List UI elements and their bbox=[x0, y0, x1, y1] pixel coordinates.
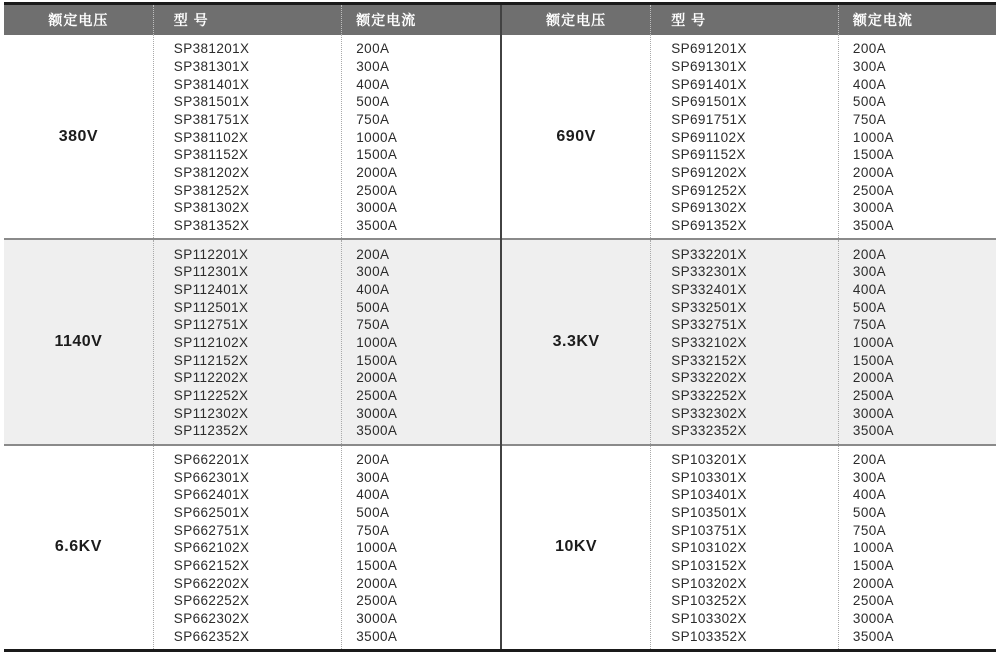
table-header bbox=[4, 5, 500, 35]
model-value: SP112301X bbox=[173, 264, 249, 280]
model-value: SP662202X bbox=[173, 575, 250, 591]
current-value: 2500A bbox=[356, 387, 398, 403]
model-value: SP662252X bbox=[173, 593, 250, 609]
current-column-cell bbox=[341, 446, 500, 649]
voltage-group bbox=[4, 444, 500, 649]
current-value: 200A bbox=[852, 451, 887, 467]
table-header bbox=[502, 5, 996, 35]
model-value: SP381352X bbox=[173, 217, 250, 233]
current-value: 200A bbox=[356, 41, 390, 57]
model-value: SP691352X bbox=[671, 217, 747, 233]
model-value: SP691401X bbox=[671, 76, 747, 92]
current-value: 2000A bbox=[852, 575, 894, 591]
current-value: 2000A bbox=[852, 164, 894, 180]
model-value: SP112352X bbox=[173, 423, 249, 439]
model-value: SP332201X bbox=[671, 246, 747, 262]
model-value: SP662152X bbox=[173, 557, 250, 573]
model-value: SP662302X bbox=[173, 610, 250, 626]
header-model: 型 号 bbox=[650, 5, 838, 35]
current-value: 1500A bbox=[356, 352, 398, 368]
model-value: SP103401X bbox=[671, 487, 747, 503]
model-value: SP691102X bbox=[671, 129, 746, 145]
model-value: SP691152X bbox=[671, 147, 746, 163]
model-value: SP103301X bbox=[671, 469, 747, 485]
voltage-cell: 10KV bbox=[555, 538, 598, 556]
table-left-half bbox=[4, 5, 500, 649]
current-value: 3000A bbox=[852, 200, 894, 216]
model-column-cell bbox=[650, 35, 838, 238]
current-value: 1500A bbox=[852, 352, 894, 368]
model-value: SP332751X bbox=[671, 317, 747, 333]
current-column-cell bbox=[838, 35, 996, 238]
model-value: SP691501X bbox=[671, 94, 747, 110]
model-value: SP381252X bbox=[173, 182, 250, 198]
header-rated-current: 额定电流 bbox=[341, 5, 500, 35]
model-value: SP332401X bbox=[671, 281, 747, 297]
model-value: SP662501X bbox=[173, 504, 250, 520]
model-value: SP662401X bbox=[173, 487, 250, 503]
current-value: 2500A bbox=[356, 593, 398, 609]
model-value: SP381401X bbox=[173, 76, 250, 92]
table-right-half bbox=[500, 5, 996, 649]
model-value: SP662201X bbox=[173, 451, 250, 467]
model-column-cell bbox=[153, 240, 341, 443]
current-column-cell bbox=[341, 35, 500, 238]
model-value: SP103201X bbox=[671, 451, 747, 467]
model-value: SP112401X bbox=[173, 281, 249, 297]
voltage-cell: 6.6KV bbox=[54, 538, 102, 556]
model-column-cell bbox=[650, 446, 838, 649]
model-value: SP332102X bbox=[671, 334, 747, 350]
current-value: 1000A bbox=[852, 129, 894, 145]
current-value: 3000A bbox=[356, 200, 398, 216]
current-value: 2000A bbox=[356, 164, 398, 180]
current-value: 3500A bbox=[356, 628, 398, 644]
model-value: SP103202X bbox=[671, 575, 747, 591]
current-value: 400A bbox=[356, 76, 390, 92]
current-value: 750A bbox=[356, 317, 390, 333]
current-value: 750A bbox=[852, 317, 887, 333]
model-value: SP112501X bbox=[173, 299, 249, 315]
current-value: 1000A bbox=[356, 129, 398, 145]
model-value: SP381302X bbox=[173, 200, 250, 216]
model-value: SP103152X bbox=[671, 557, 747, 573]
voltage-cell: 380V bbox=[58, 127, 99, 145]
model-value: SP332152X bbox=[671, 352, 747, 368]
voltage-group bbox=[4, 35, 500, 238]
model-value: SP103102X bbox=[671, 540, 747, 556]
header-rated-voltage: 额定电压 bbox=[546, 12, 607, 28]
model-value: SP103302X bbox=[671, 610, 747, 626]
table-body bbox=[4, 35, 500, 649]
voltage-cell: 1140V bbox=[54, 332, 103, 350]
current-value: 500A bbox=[356, 299, 390, 315]
model-value: SP332301X bbox=[671, 264, 747, 280]
current-value: 2500A bbox=[852, 387, 894, 403]
current-column-cell bbox=[838, 240, 996, 443]
model-value: SP103252X bbox=[671, 593, 747, 609]
current-value: 400A bbox=[852, 281, 887, 297]
model-value: SP691302X bbox=[671, 200, 747, 216]
current-value: 400A bbox=[356, 281, 390, 297]
current-value: 200A bbox=[852, 246, 887, 262]
current-value: 2500A bbox=[852, 182, 894, 198]
current-value: 2000A bbox=[852, 370, 894, 386]
current-column-cell bbox=[341, 240, 500, 443]
model-value: SP112252X bbox=[173, 387, 249, 403]
current-value: 400A bbox=[852, 76, 887, 92]
current-value: 400A bbox=[356, 487, 390, 503]
current-value: 750A bbox=[356, 111, 390, 127]
table-body bbox=[502, 35, 996, 649]
header-rated-current: 额定电流 bbox=[838, 5, 996, 35]
model-column-cell bbox=[153, 35, 341, 238]
current-value: 500A bbox=[356, 94, 390, 110]
model-column-cell bbox=[650, 240, 838, 443]
model-column-cell bbox=[153, 446, 341, 649]
current-value: 400A bbox=[852, 487, 887, 503]
current-value: 750A bbox=[356, 522, 390, 538]
header-rated-voltage: 额定电压 bbox=[48, 12, 109, 28]
model-value: SP691252X bbox=[671, 182, 747, 198]
model-value: SP662352X bbox=[173, 628, 250, 644]
model-value: SP112201X bbox=[173, 246, 249, 262]
model-value: SP112202X bbox=[173, 370, 249, 386]
model-value: SP103352X bbox=[671, 628, 747, 644]
current-value: 200A bbox=[852, 41, 887, 57]
model-value: SP112152X bbox=[173, 352, 249, 368]
current-value: 200A bbox=[356, 246, 390, 262]
model-value: SP381501X bbox=[173, 94, 250, 110]
current-value: 500A bbox=[356, 504, 390, 520]
model-value: SP691751X bbox=[671, 111, 747, 127]
current-value: 3500A bbox=[852, 628, 894, 644]
current-value: 500A bbox=[852, 94, 887, 110]
current-value: 500A bbox=[852, 504, 887, 520]
current-value: 1500A bbox=[356, 557, 398, 573]
model-value: SP332302X bbox=[671, 405, 747, 421]
model-value: SP691201X bbox=[671, 41, 747, 57]
model-value: SP381102X bbox=[173, 129, 249, 145]
voltage-cell: 690V bbox=[556, 127, 596, 145]
model-value: SP332501X bbox=[671, 299, 747, 315]
current-value: 1500A bbox=[852, 557, 894, 573]
current-value: 3000A bbox=[356, 610, 398, 626]
current-value: 300A bbox=[356, 469, 390, 485]
voltage-group bbox=[4, 238, 500, 443]
current-value: 300A bbox=[852, 264, 887, 280]
current-value: 3000A bbox=[356, 405, 398, 421]
voltage-cell: 3.3KV bbox=[552, 332, 600, 350]
model-value: SP381152X bbox=[173, 147, 249, 163]
current-value: 750A bbox=[852, 111, 887, 127]
current-value: 3500A bbox=[852, 423, 894, 439]
current-value: 1000A bbox=[356, 540, 398, 556]
current-value: 750A bbox=[852, 522, 887, 538]
model-value: SP381301X bbox=[173, 58, 250, 74]
current-value: 1000A bbox=[852, 540, 894, 556]
voltage-group bbox=[502, 238, 996, 443]
model-value: SP332352X bbox=[671, 423, 747, 439]
current-value: 1500A bbox=[356, 147, 398, 163]
header-model: 型 号 bbox=[153, 5, 341, 35]
model-value: SP103751X bbox=[671, 522, 747, 538]
model-value: SP112302X bbox=[173, 405, 249, 421]
model-value: SP112102X bbox=[173, 334, 249, 350]
current-value: 200A bbox=[356, 451, 390, 467]
current-value: 3500A bbox=[852, 217, 894, 233]
current-value: 300A bbox=[356, 58, 390, 74]
current-value: 300A bbox=[852, 58, 887, 74]
current-value: 2500A bbox=[852, 593, 894, 609]
model-value: SP691301X bbox=[671, 58, 747, 74]
current-value: 300A bbox=[852, 469, 887, 485]
model-value: SP332202X bbox=[671, 370, 747, 386]
model-value: SP103501X bbox=[671, 504, 747, 520]
model-selection-table bbox=[4, 2, 996, 652]
current-value: 2000A bbox=[356, 370, 398, 386]
model-value: SP112751X bbox=[173, 317, 249, 333]
model-value: SP662751X bbox=[173, 522, 250, 538]
current-value: 2000A bbox=[356, 575, 398, 591]
current-value: 1000A bbox=[356, 334, 398, 350]
model-value: SP381751X bbox=[173, 111, 250, 127]
model-value: SP381201X bbox=[173, 41, 250, 57]
current-value: 1000A bbox=[852, 334, 894, 350]
current-value: 3500A bbox=[356, 217, 398, 233]
current-value: 2500A bbox=[356, 182, 398, 198]
model-value: SP332252X bbox=[671, 387, 747, 403]
model-value: SP381202X bbox=[173, 164, 250, 180]
current-value: 1500A bbox=[852, 147, 894, 163]
voltage-group bbox=[502, 35, 996, 238]
current-value: 3000A bbox=[852, 610, 894, 626]
current-value: 3000A bbox=[852, 405, 894, 421]
model-value: SP691202X bbox=[671, 164, 747, 180]
voltage-group bbox=[502, 444, 996, 649]
current-value: 300A bbox=[356, 264, 390, 280]
current-value: 500A bbox=[852, 299, 887, 315]
model-value: SP662301X bbox=[173, 469, 250, 485]
model-value: SP662102X bbox=[173, 540, 250, 556]
current-column-cell bbox=[838, 446, 996, 649]
current-value: 3500A bbox=[356, 423, 398, 439]
